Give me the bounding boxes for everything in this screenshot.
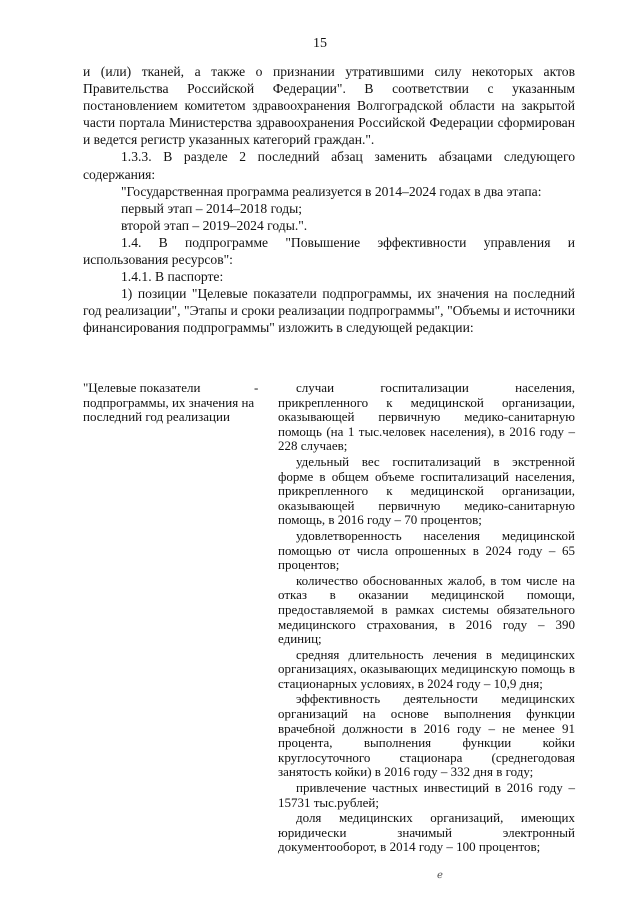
paragraph-4: первый этап – 2014–2018 годы; bbox=[121, 200, 303, 216]
table-label-cell bbox=[83, 381, 263, 425]
indicator-item: доля медицинских организаций, имеющих юридически значимый электронный документооборот, в 2014 году – 100 процентов; bbox=[278, 810, 575, 855]
indicator-item: удельный вес госпитализаций в экстренной форме в общем объеме госпитализаций населения, прикрепленного к медицинской организации, оказывающей первичную медико-санитарную помощь, в 2016 году – 70 процентов; bbox=[278, 453, 575, 528]
paragraph-3: "Государственная программа реализуется в 2014–2024 годах в два этапа: bbox=[121, 183, 542, 199]
paragraph-7: 1.4.1. В паспорте: bbox=[121, 269, 224, 285]
table-label: "Целевые показатели подпрограммы, их значения на последний год реализации bbox=[83, 380, 255, 425]
indicator-item: эффективность деятельности медицинских организаций на основе выполнения функции врачебной должности в 2016 году – не менее 91 процента, выполнения функции койки круглосуточного стационара (среднегодовая занятость койки) в 2016 году – 332 дня в году; bbox=[278, 691, 575, 780]
page-number: 15 bbox=[313, 36, 327, 51]
table-value-cell bbox=[278, 381, 575, 856]
paragraph-1: и (или) тканей, а также о признании утратившими силу некоторых актов Правительства Российской Федерации". В соответствии с указанным постановлением комитетом здравоохранения Волгоградской области на закрытой части портала Министерства здравоохранения Российской Федерации сформирован и ведется регистр указанных категорий граждан.". bbox=[83, 64, 575, 148]
document-body bbox=[83, 63, 575, 337]
paragraph-5: второй этап – 2019–2024 годы.". bbox=[121, 217, 308, 233]
paragraph-6: 1.4. В подпрограмме "Повышение эффективности управления и использования ресурсов": bbox=[83, 234, 575, 268]
table-dash: - bbox=[254, 380, 259, 395]
indicator-item: привлечение частных инвестиций в 2016 году – 15731 тыс.рублей; bbox=[278, 780, 575, 810]
footer-mark: ℯ bbox=[437, 870, 443, 881]
paragraph-8: 1) позиции "Целевые показатели подпрограммы, их значения на последний год реализации", "Этапы и сроки реализации подпрограммы", "Объемы и источники финансирования подпрограммы" изложить в следующей редакции: bbox=[83, 286, 575, 336]
paragraph-2: 1.3.3. В разделе 2 последний абзац заменить абзацами следующего содержания: bbox=[83, 149, 575, 182]
indicator-item: случаи госпитализации населения, прикрепленного к медицинской организации, оказывающей первичную медико-санитарную помощь (на 1 тыс.человек населения), в 2016 году – 228 случаев; bbox=[278, 380, 575, 454]
indicator-item: средняя длительность лечения в медицинских организациях, оказывающих медицинскую помощь в стационарных условиях, в 2024 году – 10,9 дня; bbox=[278, 646, 575, 691]
indicator-item: удовлетворенность населения медицинской помощью от числа опрошенных в 2024 году – 65 процентов; bbox=[278, 527, 575, 573]
indicator-item: количество обоснованных жалоб, в том числе на отказ в оказании медицинской помощи, предоставляемой в рамках системы обязательного медицинского страхования, в 2016 году – 390 единиц; bbox=[278, 572, 575, 647]
